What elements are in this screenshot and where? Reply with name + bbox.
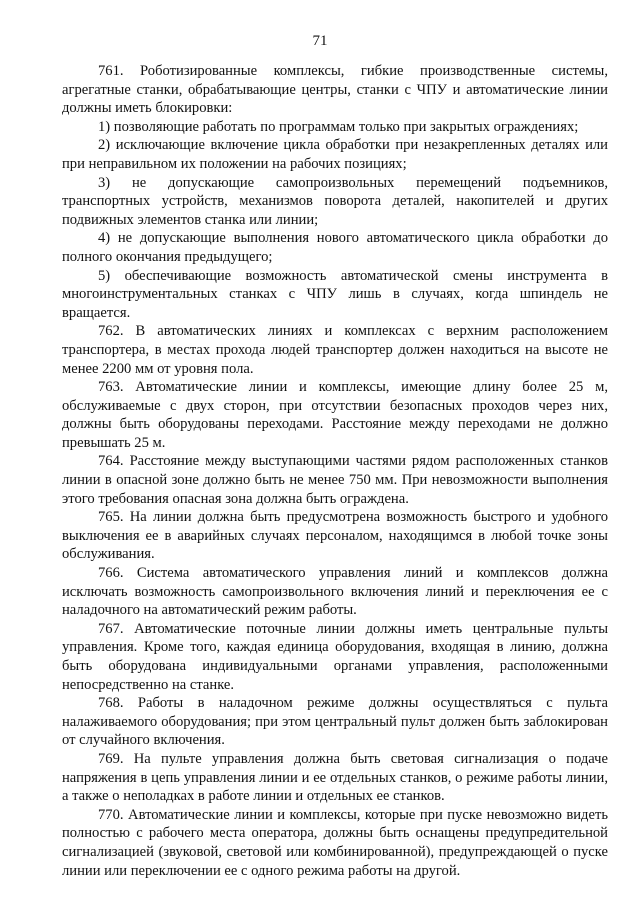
paragraph-765: 765. На линии должна быть предусмотрена возможность быстрого и удобного выключения ее в аварийных случаях персоналом, находящимся в любой точке зоны обслуживания. [62,509,608,563]
document-body [62,62,608,880]
paragraph-763: 763. Автоматические линии и комплексы, имеющие длину более 25 м, обслуживаемые с двух сторон, при отсутствии безопасных проходов через них, должны быть оборудованы переходами. Расстояние между переходами не должно превышать 25 м. [62,379,608,451]
paragraph-766: 766. Система автоматического управления линий и комплексов должна исключать возможность самопроизвольного включения линий и переключения ее с наладочного на автоматический режим работы. [62,565,608,619]
paragraph-761-item-2: 2) исключающие включение цикла обработки при незакрепленных деталях или при неправильном их положении на рабочих позициях; [62,137,608,172]
paragraph-768: 768. Работы в наладочном режиме должны осуществляться с пульта налаживаемого оборудования; при этом центральный пульт должен быть заблокирован от случайного включения. [62,695,608,749]
paragraph-761-item-1: 1) позволяющие работать по программам только при закрытых ограждениях; [98,118,579,135]
paragraph-762: 762. В автоматических линиях и комплексах с верхним расположением транспортера, в местах прохода людей транспортер должен находиться на высоте не менее 2200 мм от уровня пола. [62,323,608,377]
paragraph-761-item-4: 4) не допускающие выполнения нового автоматического цикла обработки до полного окончания предыдущего; [62,230,608,265]
paragraph-767: 767. Автоматические поточные линии должны иметь центральные пульты управления. Кроме того, каждая единица оборудования, входящая в линию, должна быть оборудована индивидуальными органами управления, расположенными непосредственно на станке. [62,620,608,693]
paragraph-769: 769. На пульте управления должна быть световая сигнализация о подаче напряжения в цепь управления линии и ее отдельных станков, о режиме работы линии, а также о неполадках в работе линии и отдельных ее станков. [62,750,608,805]
paragraph-761: 761. Роботизированные комплексы, гибкие производственные системы, агрегатные станки, обрабатывающие центры, станки с ЧПУ и автоматические линии должны иметь блокировки: [62,63,608,117]
paragraph-770: 770. Автоматические линии и комплексы, которые при пуске невозможно видеть полностью с рабочего места оператора, должны быть оснащены предупредительной сигнализацией (звуковой, световой или комбинированной), предупреждающей о пуске линии или переключении ее с одного режима работы на другой. [62,806,608,879]
paragraph-761-item-5: 5) обеспечивающие возможность автоматической смены инструмента в многоинструментальных станках с ЧПУ лишь в случаях, когда шпиндель не вращается. [62,267,608,321]
paragraph-761-item-3: 3) не допускающие самопроизвольных перемещений подъемников, транспортных устройств, механизмов поворота деталей, накопителей и других подвижных элементов станка или линии; [62,174,608,228]
paragraph-764: 764. Расстояние между выступающими частями рядом расположенных станков линии в опасной зоне должно быть не менее 750 мм. При невозможности выполнения этого требования опасная зона должна быть ограждена. [62,453,608,507]
page-number: 71 [312,33,328,49]
